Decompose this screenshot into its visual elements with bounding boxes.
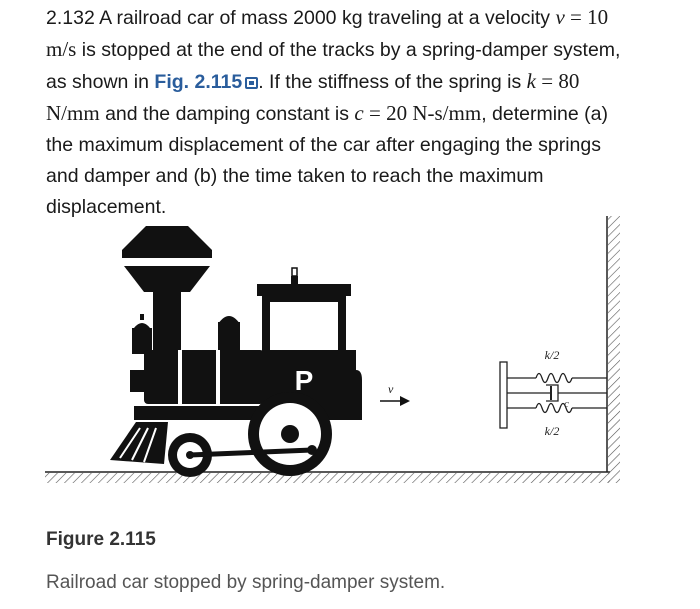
velocity-label: v [388,382,394,396]
wall [607,216,620,483]
ground [45,472,610,483]
figure-link[interactable] [154,71,258,93]
open-figure-icon[interactable] [245,77,258,89]
car-letter: P [294,365,314,396]
spring-damper-assembly [500,362,607,428]
figure-link-label[interactable]: Fig. 2.115 [154,71,243,93]
stiffness-value: 80 N/mm [46,69,580,125]
figure-caption: Railroad car stopped by spring-damper system. [46,572,446,593]
spring-damper-figure [40,210,640,500]
problem-statement [46,2,636,223]
spring-bottom-label: k/2 [544,424,560,438]
problem-text: and the damping constant is [99,103,355,125]
problem-text: A railroad car of mass 2000 kg traveling at a velocity [94,7,556,29]
equals: = [363,101,387,125]
problem-number: 2.132 [46,7,95,29]
damper-label: c [564,398,569,410]
damping-symbol: c [354,101,364,125]
problem-text: . If the stiffness of the spring is [258,71,527,93]
spring-top-label: k/2 [544,348,560,362]
figure-label: Figure 2.115 [46,529,156,550]
velocity-symbol: v [555,5,565,29]
stiffness-symbol: k [526,69,536,93]
equals: = [564,5,588,29]
problem-text: is stopped at the end of the tracks by a spring-damper system, as shown in [46,39,621,93]
large-wheel [248,392,332,476]
equals: = [536,69,559,93]
velocity-arrow [380,396,410,406]
velocity-value: 10 m/s [46,5,609,61]
problem-text: , determine (a) the maximum displacement of the car after engaging the springs and damper and (b) the time taken to reach the maximum displacement. [46,103,608,218]
damping-value: 20 N-s/mm [386,101,482,125]
